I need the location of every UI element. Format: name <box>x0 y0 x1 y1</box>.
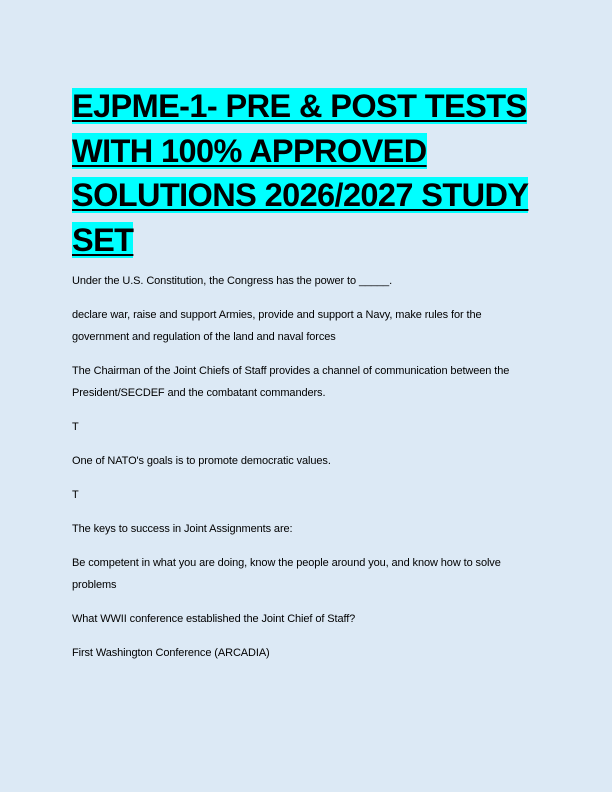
answer-5: First Washington Conference (ARCADIA) <box>72 647 270 659</box>
question-5: What WWII conference established the Joint Chief of Staff? <box>72 613 356 625</box>
answer-2: T <box>72 421 79 433</box>
question-2: The Chairman of the Joint Chiefs of Staff provides a channel of communication between the President/SECDEF and the combatant commanders. <box>72 365 510 399</box>
document-page <box>72 84 540 676</box>
question-4: The keys to success in Joint Assignments are: <box>72 523 293 535</box>
answer-1: declare war, raise and support Armies, provide and support a Navy, make rules for the government and regulation of the land and naval forces <box>72 309 482 343</box>
answer-3: T <box>72 489 79 501</box>
document-title <box>72 84 540 262</box>
document-title-text: EJPME-1- PRE & POST TESTS WITH 100% APPROVED SOLUTIONS 2026/2027 STUDY SET <box>72 88 529 258</box>
question-3: One of NATO's goals is to promote democratic values. <box>72 455 331 467</box>
answer-4: Be competent in what you are doing, know the people around you, and know how to solve problems <box>72 557 501 591</box>
question-1: Under the U.S. Constitution, the Congress has the power to _____. <box>72 275 393 287</box>
